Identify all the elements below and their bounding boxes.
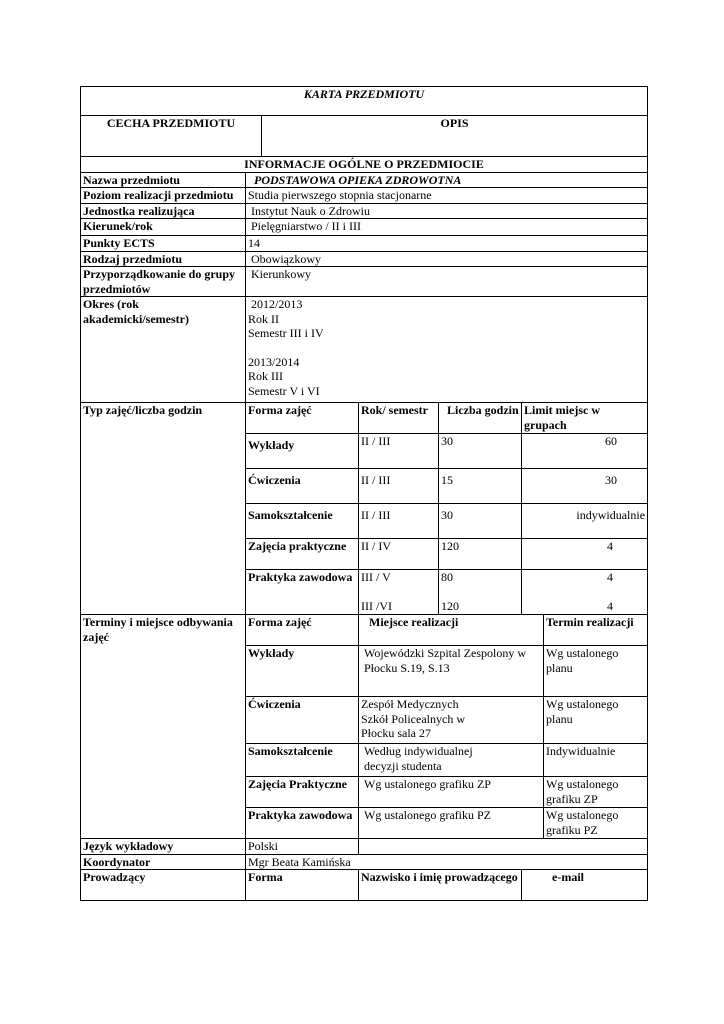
name-label: Nazwa przedmiotu <box>81 172 246 188</box>
schedule-term: Wg ustalonego planu <box>544 697 648 744</box>
language-row <box>81 839 648 855</box>
period-label: Okres (rok akademicki/semestr) <box>81 297 246 403</box>
period-line: Rok III <box>248 369 283 383</box>
field-row-ects <box>81 236 648 252</box>
schedule-form: Zajęcia Praktyczne <box>246 777 359 808</box>
schedule-form: Wykłady <box>246 646 359 697</box>
ects-value: 14 <box>246 236 648 252</box>
classes-header-limit: Limit miejsc w grupach <box>522 403 648 434</box>
section-general-row <box>81 157 648 173</box>
schedule-place: Wojewódzki Szpital Zespolony w Płocku S.19, S.13 <box>359 646 544 697</box>
schedule-term: Wg ustalonego grafiku PZ <box>544 808 648 839</box>
lecturer-email-header: e-mail <box>522 870 648 901</box>
classes-form: Ćwiczenia <box>246 469 359 504</box>
coordinator-row <box>81 854 648 870</box>
level-label: Poziom realizacji przedmiotu <box>81 188 246 204</box>
field-row-type <box>81 251 648 267</box>
name-value: PODSTAWOWA OPIEKA ZDROWOTNA <box>246 172 648 188</box>
practice-year-2: III /VI <box>361 598 392 613</box>
language-value: Polski <box>246 839 359 855</box>
header-feature: CECHA PRZEDMIOTU <box>81 116 262 157</box>
group-label: Przyporządkowanie do grupy przedmiotów <box>81 267 246 297</box>
schedule-term: Wg ustalonego planu <box>544 646 648 697</box>
schedule-form: Praktyka zawodowa <box>246 808 359 839</box>
classes-hours: 30 <box>439 434 522 469</box>
classes-header-form: Forma zajęć <box>246 403 359 434</box>
language-extra <box>359 839 648 855</box>
group-value: Kierunkowy <box>246 267 648 297</box>
practice-limit-2: 4 <box>607 598 614 613</box>
major-value: Pielęgniarstwo / II i III <box>246 219 648 236</box>
classes-hours: 30 <box>439 504 522 539</box>
section-general-heading: INFORMACJE OGÓLNE O PRZEDMIOCIE <box>81 157 648 173</box>
unit-value: Instytut Nauk o Zdrowiu <box>246 203 648 219</box>
classes-limit: 30 <box>522 469 648 504</box>
field-row-level <box>81 188 648 204</box>
classes-form: Praktyka zawodowa <box>246 570 359 615</box>
classes-limit: 4 <box>522 539 648 570</box>
ects-label: Punkty ECTS <box>81 236 246 252</box>
lecturer-row <box>81 870 648 901</box>
schedule-header-row <box>81 615 648 646</box>
practice-hours-2: 120 <box>441 598 459 613</box>
classes-header-hours: Liczba godzin <box>439 403 522 434</box>
schedule-place: Wg ustalonego grafiku PZ <box>359 808 544 839</box>
lecturer-form-header: Forma <box>246 870 359 901</box>
coordinator-label: Koordynator <box>81 854 246 870</box>
schedule-term: Indywidualnie <box>544 744 648 777</box>
document-title: KARTA PRZEDMIOTU <box>81 87 648 116</box>
field-row-unit <box>81 203 648 219</box>
classes-form: Zajęcia praktyczne <box>246 539 359 570</box>
period-line: 2012/2013 <box>251 297 303 311</box>
course-card-table <box>80 86 648 901</box>
level-value: Studia pierwszego stopnia stacjonarne <box>246 188 648 204</box>
header-description: OPIS <box>262 116 648 157</box>
schedule-form: Ćwiczenia <box>246 697 359 744</box>
classes-limit <box>522 570 648 615</box>
schedule-header-place: Miejsce realizacji <box>359 615 544 646</box>
period-line: Semestr III i IV <box>248 326 324 340</box>
classes-hours: 15 <box>439 469 522 504</box>
classes-year: II / III <box>359 504 439 539</box>
period-value <box>246 297 648 403</box>
classes-form: Wykłady <box>246 434 359 469</box>
period-line: Semestr V i VI <box>248 383 320 398</box>
schedule-place: Według indywidualnej decyzji studenta <box>359 744 544 777</box>
classes-form: Samokształcenie <box>246 504 359 539</box>
unit-label: Jednostka realizująca <box>81 203 246 219</box>
classes-year: II / III <box>359 469 439 504</box>
classes-year <box>359 570 439 615</box>
schedule-place: Zespół Medycznych Szkół Policealnych w Płocku sala 27 <box>359 697 544 744</box>
classes-year: II / IV <box>359 539 439 570</box>
major-label: Kierunek/rok <box>81 219 246 236</box>
type-label: Rodzaj przedmiotu <box>81 251 246 267</box>
classes-hours <box>439 570 522 615</box>
field-row-name <box>81 172 648 188</box>
practice-year-1: III / V <box>361 570 391 584</box>
lecturer-label: Prowadzący <box>81 870 246 901</box>
schedule-label: Terminy i miejsce odbywania zajęć <box>81 615 246 839</box>
classes-limit: 60 <box>522 434 648 469</box>
course-card-sheet <box>80 86 647 926</box>
field-row-group <box>81 267 648 297</box>
classes-year: II / III <box>359 434 439 469</box>
type-value: Obowiązkowy <box>246 251 648 267</box>
field-row-major <box>81 219 648 236</box>
schedule-form: Samokształcenie <box>246 744 359 777</box>
language-label: Język wykładowy <box>81 839 246 855</box>
classes-header-year: Rok/ semestr <box>359 403 439 434</box>
coordinator-value: Mgr Beata Kamińska <box>246 854 648 870</box>
period-line: 2013/2014 <box>248 354 300 369</box>
title-row <box>81 87 648 116</box>
period-line: Rok II <box>248 311 279 326</box>
classes-limit: indywidualnie <box>522 504 648 539</box>
lecturer-name-header: Nazwisko i imię prowadzącego <box>359 870 522 901</box>
schedule-place: Wg ustalonego grafiku ZP <box>359 777 544 808</box>
field-row-period <box>81 297 648 403</box>
classes-label: Typ zajęć/liczba godzin <box>81 403 246 615</box>
schedule-term: Wg ustalonego grafiku ZP <box>544 777 648 808</box>
schedule-header-term: Termin realizacji <box>544 615 648 646</box>
classes-header-row <box>81 403 648 434</box>
column-header-row <box>81 116 648 157</box>
schedule-header-form: Forma zajęć <box>246 615 359 646</box>
practice-limit-1: 4 <box>607 570 614 584</box>
practice-hours-1: 80 <box>441 570 453 584</box>
classes-hours: 120 <box>439 539 522 570</box>
